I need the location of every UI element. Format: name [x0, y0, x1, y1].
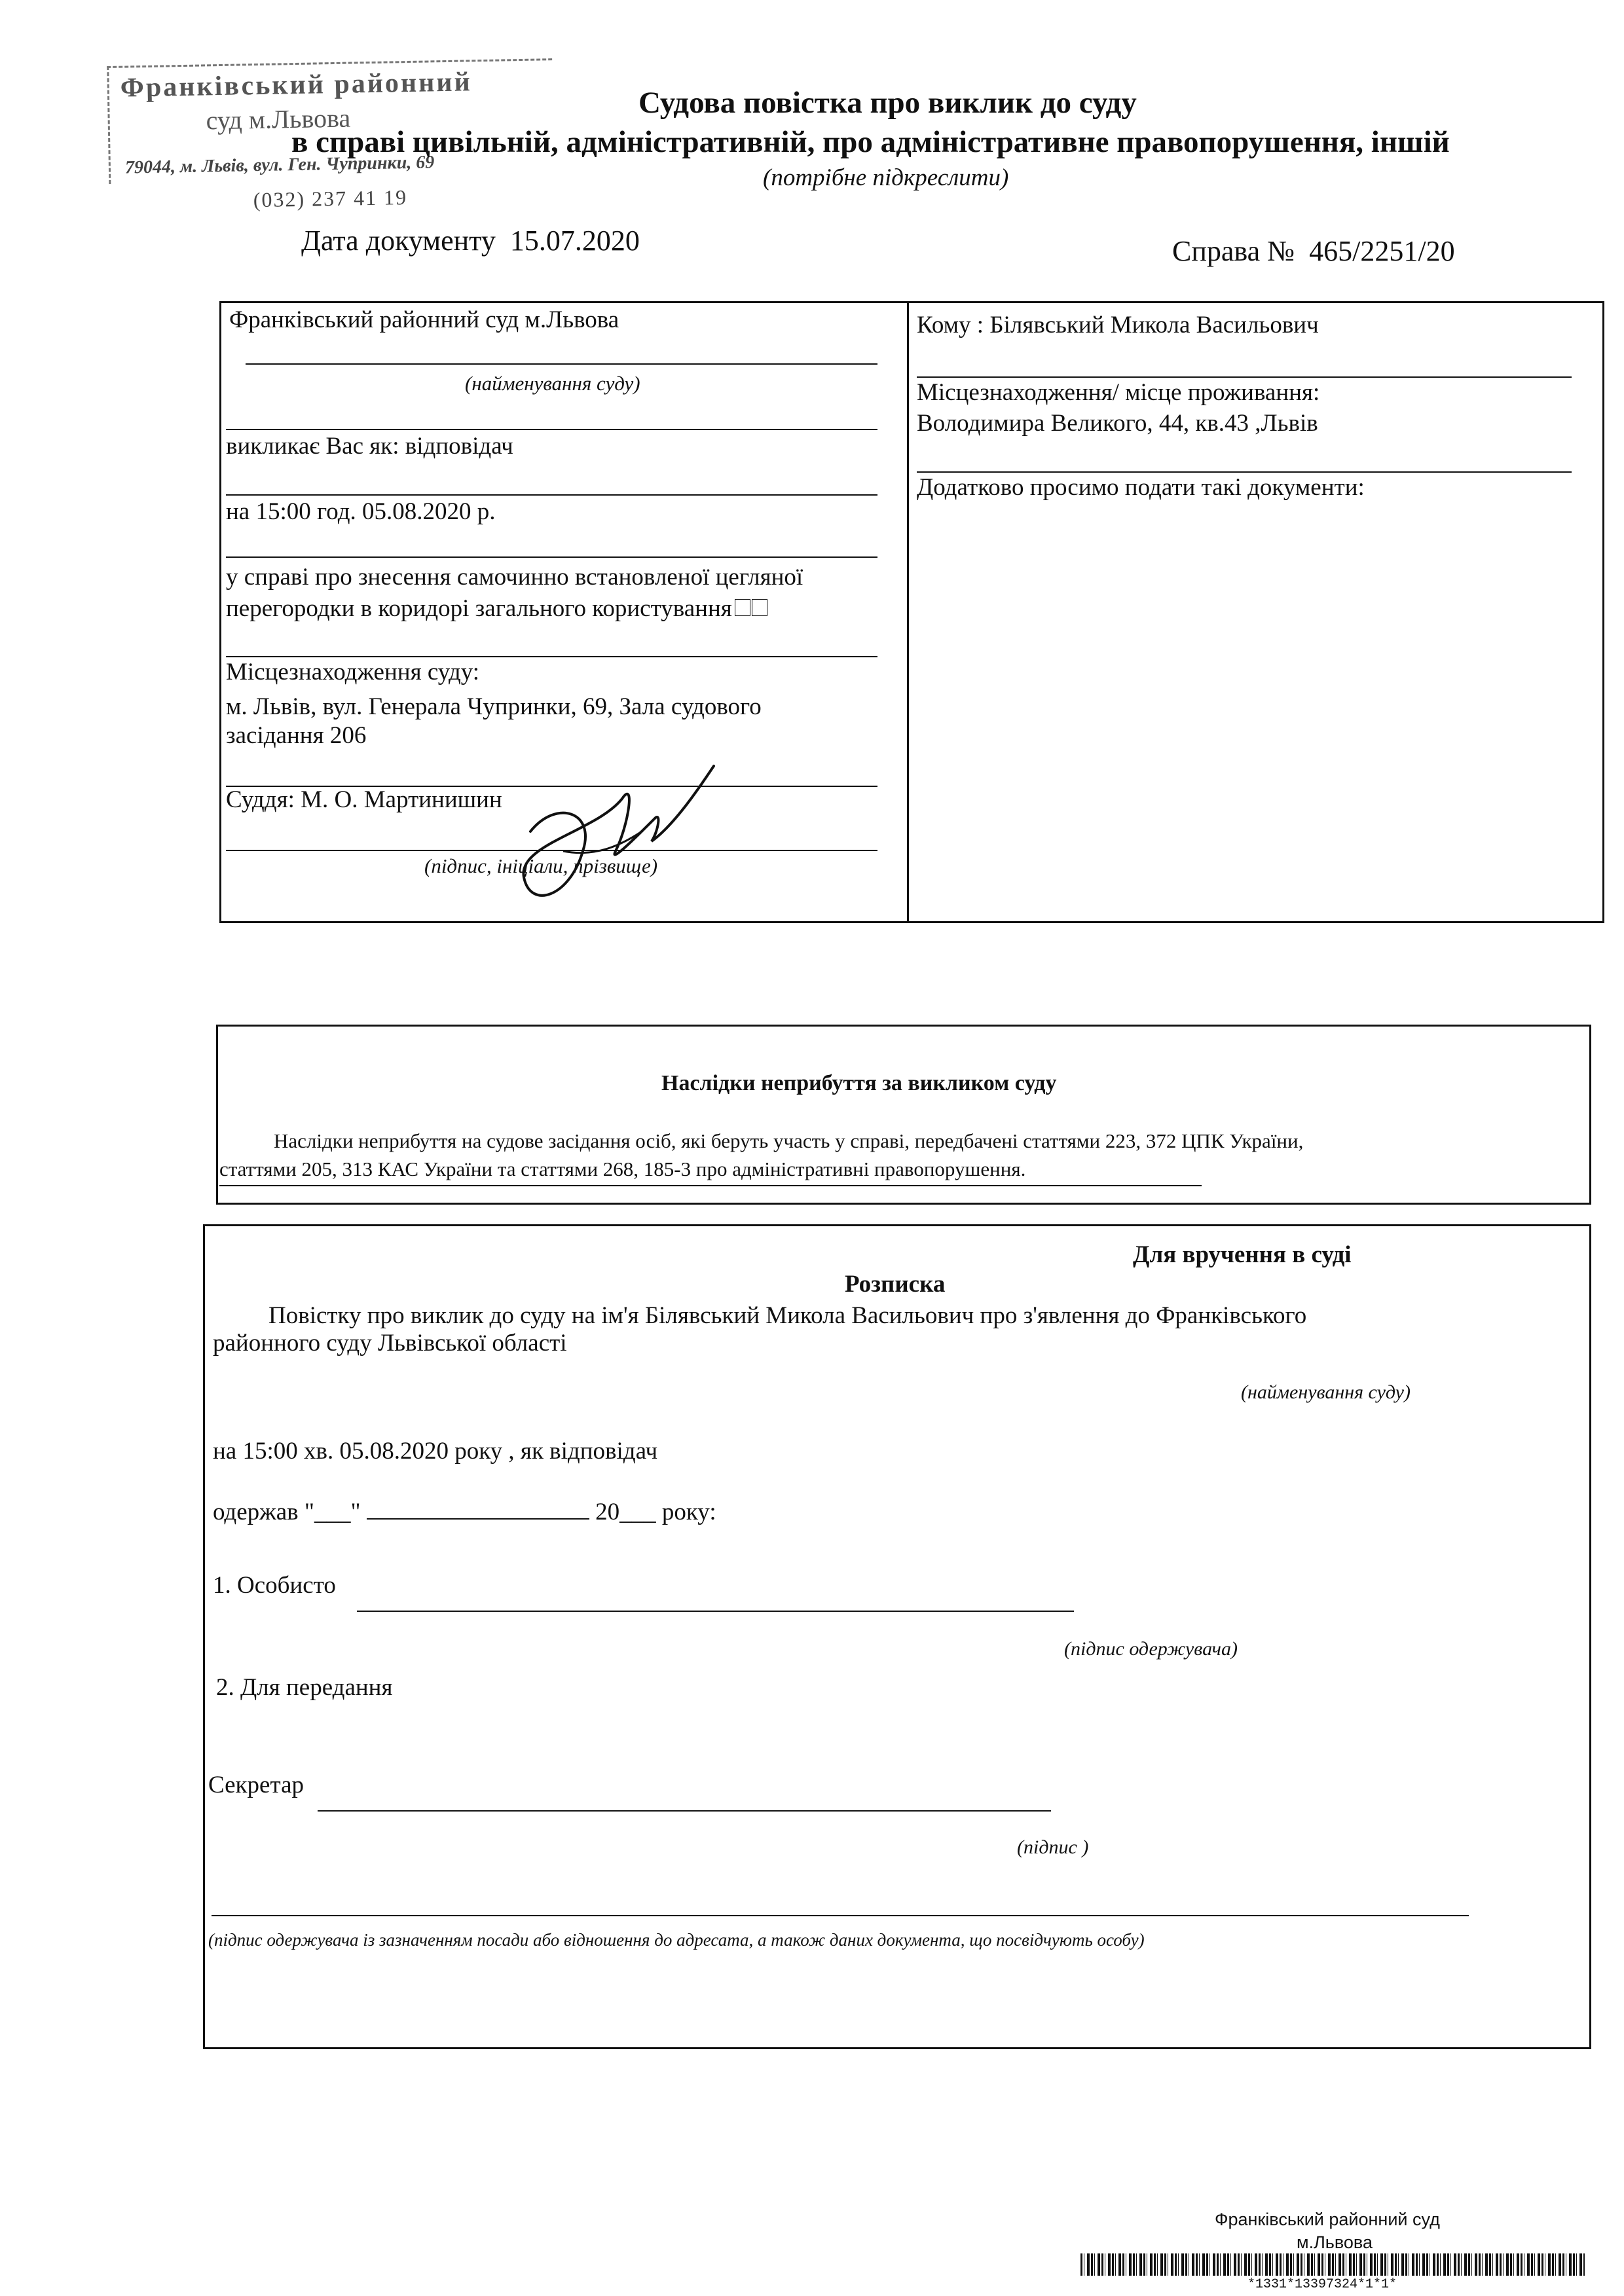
- date-label: Дата документу: [301, 225, 496, 257]
- case-label: Справа №: [1172, 235, 1295, 267]
- summoned-role: викликає Вас як: відповідач: [226, 433, 513, 460]
- court-name-caption: (найменування суду): [465, 372, 640, 395]
- transfer-label: 2. Для передання: [216, 1674, 393, 1701]
- secretary-signature-field[interactable]: [318, 1810, 1051, 1812]
- receipt-line-1: Повістку про виклик до суду на ім'я Білявський Микола Васильович про з'явлення до Франківського: [268, 1302, 1307, 1329]
- caption-line: [226, 429, 877, 430]
- case-subject-line-1: у справі про знесення самочинно встановленої цегляної: [226, 564, 803, 591]
- received-year: 20___ року:: [595, 1499, 716, 1525]
- address-line: [917, 471, 1572, 473]
- personal-label: 1. Особисто: [213, 1572, 336, 1599]
- document-date: [301, 224, 640, 257]
- address-value: Володимира Великого, 44, кв.43 ,Львів: [917, 410, 1318, 437]
- recipient-sign-caption: (підпис одержувача): [1064, 1638, 1238, 1660]
- secretary-label: Секретар: [208, 1772, 304, 1798]
- court-location-line-1: м. Львів, вул. Генерала Чупринки, 69, Зала судового: [226, 693, 762, 720]
- consequences-underline: [219, 1185, 1202, 1186]
- recipient-line: [917, 376, 1572, 378]
- court-delivery-label: Для вручення в суді: [1133, 1241, 1352, 1268]
- judge-signature-icon: [504, 759, 740, 917]
- date-value: 15.07.2020: [509, 225, 640, 257]
- barcode-icon: [1080, 2253, 1585, 2276]
- case-subject-line-2: перегородки в коридорі загального користування: [226, 594, 767, 623]
- consequences-line-2: статтями 205, 313 КАС України та статтями 268, 185-3 про адміністративні правопорушення.: [219, 1157, 1026, 1180]
- court-location-line-2: засідання 206: [226, 722, 367, 749]
- consequences-title: Наслідки неприбуття за викликом суду: [661, 1071, 1057, 1095]
- court-name: Франківський районний суд м.Львова: [229, 306, 619, 333]
- document-subtitle: в справі цивільній, адміністративній, про адміністративне правопорушення, іншій: [291, 125, 1450, 159]
- stamp-line-1: Франківський районний: [120, 67, 473, 103]
- received-date: [213, 1498, 716, 1526]
- box-glyph-icon: [735, 599, 750, 616]
- receipt-line-2: районного суду Львівської області: [213, 1330, 567, 1357]
- time-line: [226, 556, 877, 558]
- secretary-sign-caption: (підпис ): [1017, 1836, 1089, 1858]
- personal-signature-field[interactable]: [357, 1611, 1074, 1612]
- case-number: [1172, 234, 1455, 268]
- case-value: 465/2251/20: [1309, 235, 1455, 267]
- documents-label: Додатково просимо подати такі документи:: [917, 474, 1365, 501]
- underline-note: (потрібне підкреслити): [763, 164, 1009, 191]
- stamp-line-2: суд м.Львова: [206, 103, 351, 136]
- address-label: Місцезнаходження/ місце проживання:: [917, 379, 1320, 406]
- court-name-line: [246, 363, 877, 365]
- receipt-court-caption: (найменування суду): [1241, 1381, 1411, 1403]
- consequences-line-1: Наслідки неприбуття на судове засідання осіб, які беруть участь у справі, передбачені статтями 223, 372 ЦПК України,: [274, 1129, 1304, 1152]
- court-location-label: Місцезнаходження суду:: [226, 659, 480, 685]
- role-line: [226, 494, 877, 496]
- received-date-field[interactable]: [367, 1518, 589, 1520]
- hearing-time: на 15:00 год. 05.08.2020 р.: [226, 498, 496, 525]
- recipient-details-field[interactable]: [212, 1915, 1469, 1916]
- receipt-time-line: на 15:00 хв. 05.08.2020 року , як відповідач: [213, 1438, 658, 1465]
- form-divider: [907, 301, 909, 923]
- footer-court-line-1: Франківський районний суд: [1215, 2210, 1440, 2229]
- signature-caption: (підпис, ініціали, прізвище): [424, 854, 658, 877]
- document-title: Судова повістка про виклик до суду: [638, 86, 1137, 120]
- stamp-line-4: (032) 237 41 19: [253, 185, 408, 212]
- footer-court-line-2: м.Львова: [1297, 2232, 1373, 2252]
- receipt-title: Розписка: [845, 1271, 946, 1298]
- stamp-line-3: 79044, м. Львів, вул. Ген. Чупринки, 69: [124, 152, 435, 178]
- received-prefix: одержав "___": [213, 1499, 361, 1525]
- judge-name: Суддя: М. О. Мартинишин: [226, 786, 502, 813]
- subject-line: [226, 656, 877, 657]
- box-glyph-icon: [752, 599, 767, 616]
- barcode-text: *1331*13397324*1*1*: [1247, 2277, 1397, 2292]
- recipient-name: Кому : Білявський Микола Васильович: [917, 312, 1319, 338]
- bottom-caption: (підпис одержувача із зазначенням посади або відношення до адресата, а також даних документа, що посвідчують особу): [208, 1930, 1145, 1950]
